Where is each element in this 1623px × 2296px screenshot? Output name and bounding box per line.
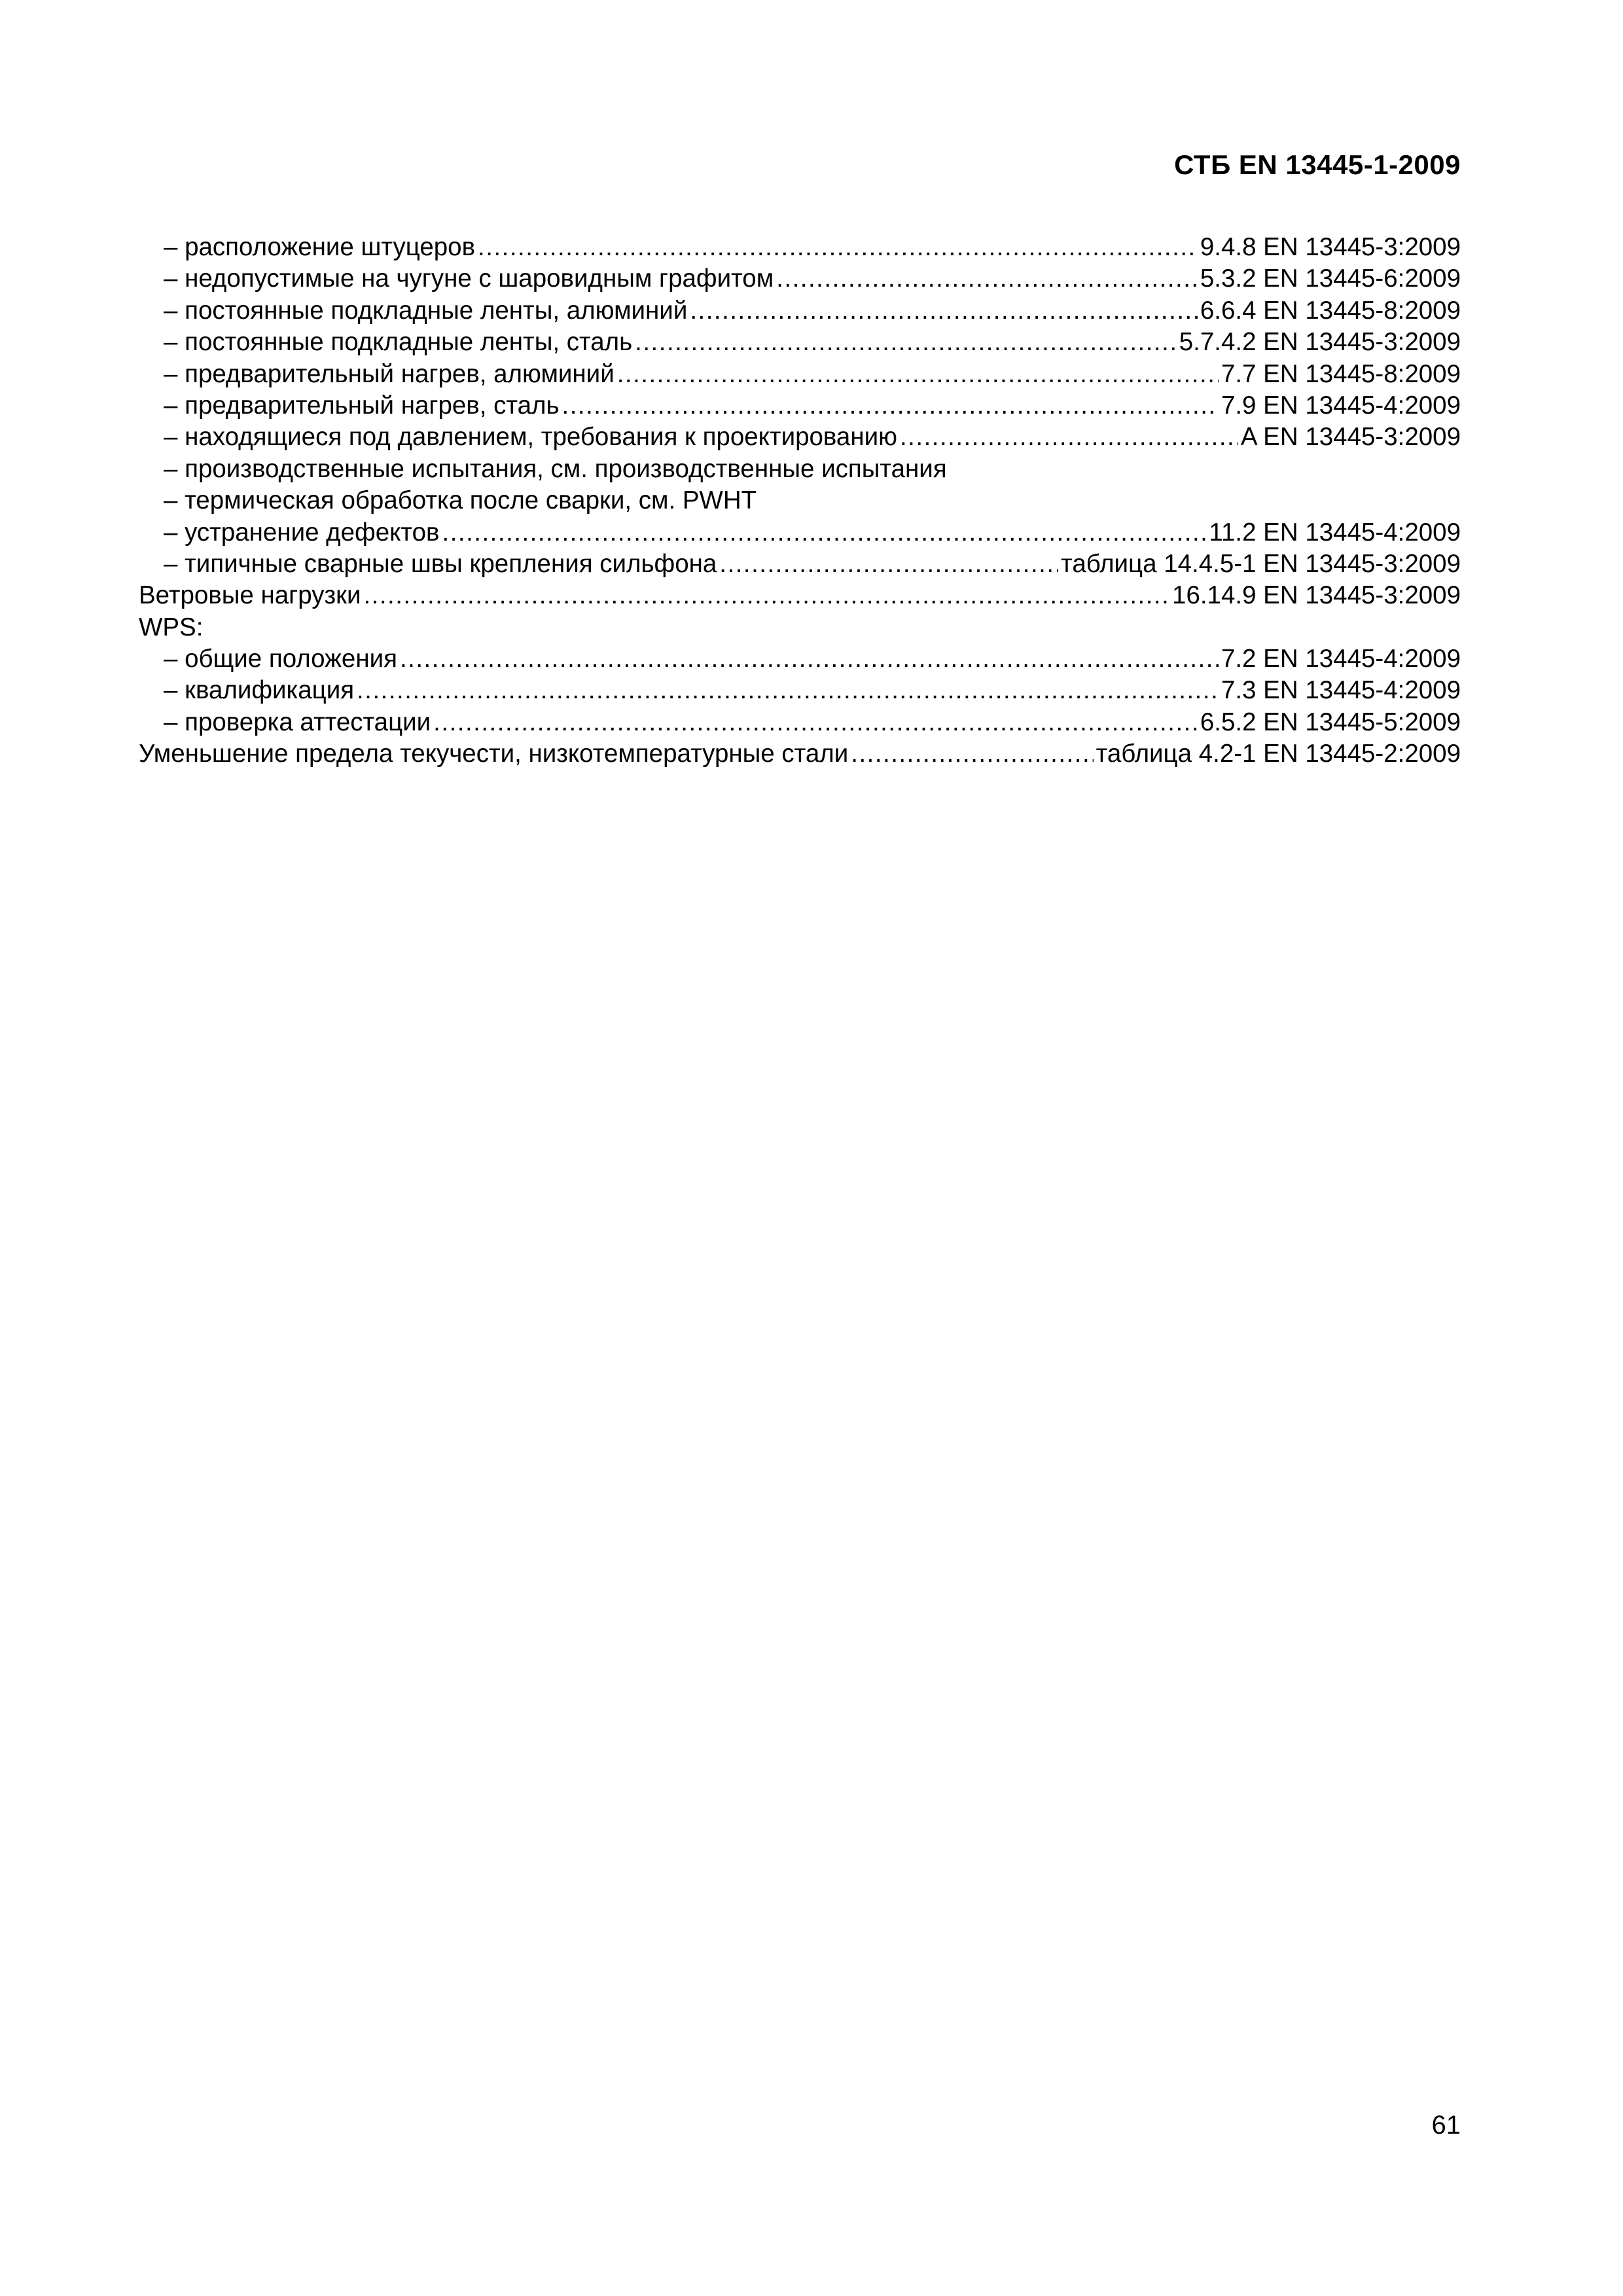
index-entry — [139, 738, 1461, 770]
index-term: – устранение дефектов — [164, 518, 440, 547]
index-term: – расположение штуцеров — [164, 233, 476, 261]
index-reference: 6.5.2 EN 13445-5:2009 — [1200, 708, 1461, 736]
dot-leader — [635, 327, 1177, 358]
index-entry — [139, 359, 1461, 390]
index-entry — [139, 232, 1461, 263]
index-term: – постоянные подкладные ленты, сталь — [164, 328, 633, 357]
index-term: WPS: — [139, 613, 204, 641]
index-entry — [139, 675, 1461, 706]
dot-leader — [363, 580, 1169, 611]
index-term: – предварительный нагрев, алюминий — [164, 359, 615, 388]
index-entry — [139, 263, 1461, 295]
document-header: СТБ EN 13445-1-2009 — [1174, 149, 1461, 180]
index-reference: 9.4.8 EN 13445-3:2009 — [1200, 233, 1461, 261]
index-entry — [139, 707, 1461, 738]
index-term: – постоянные подкладные ленты, алюминий — [164, 296, 688, 325]
index-reference: таблица 14.4.5-1 EN 13445-3:2009 — [1061, 549, 1461, 578]
index-reference: 7.9 EN 13445-4:2009 — [1221, 391, 1461, 420]
index-reference: 7.7 EN 13445-8:2009 — [1221, 359, 1461, 388]
page-number: 61 — [1431, 2111, 1461, 2140]
index-reference: 7.2 EN 13445-4:2009 — [1221, 645, 1461, 673]
index-term: – термическая обработка после сварки, см. PWHT — [164, 486, 757, 515]
index-entry — [139, 643, 1461, 675]
dot-leader — [562, 390, 1219, 422]
index-entry — [139, 612, 1461, 643]
index-term: – общие положения — [164, 645, 397, 673]
dot-leader — [719, 548, 1058, 580]
index-term: Уменьшение предела текучести, низкотемпературные стали — [139, 740, 849, 768]
index-term: – типичные сварные швы крепления сильфона — [164, 549, 717, 578]
index-term: – предварительный нагрев, сталь — [164, 391, 560, 420]
index-entry — [139, 485, 1461, 516]
index-reference: 6.6.4 EN 13445-8:2009 — [1200, 296, 1461, 325]
index-entry — [139, 295, 1461, 327]
dot-leader — [478, 232, 1198, 263]
dot-leader — [690, 295, 1198, 327]
index-reference: 5.7.4.2 EN 13445-3:2009 — [1179, 328, 1461, 357]
index-reference: 7.3 EN 13445-4:2009 — [1221, 676, 1461, 705]
index-entry — [139, 580, 1461, 611]
index-reference: 11.2 EN 13445-4:2009 — [1209, 518, 1461, 547]
index-reference: 5.3.2 EN 13445-6:2009 — [1200, 264, 1461, 293]
index-term: – проверка аттестации — [164, 708, 431, 736]
dot-leader — [442, 517, 1207, 548]
dot-leader — [900, 422, 1238, 453]
index-reference: A EN 13445-3:2009 — [1240, 423, 1461, 452]
index-reference: таблица 4.2-1 EN 13445-2:2009 — [1096, 740, 1461, 768]
index-entry — [139, 454, 1461, 485]
index-term: Ветровые нагрузки — [139, 581, 361, 610]
index-entry — [139, 548, 1461, 580]
dot-leader — [851, 738, 1093, 770]
index-term: – квалификация — [164, 676, 355, 705]
index-entry — [139, 390, 1461, 422]
index-term: – производственные испытания, см. производственные испытания — [164, 454, 947, 483]
dot-leader — [776, 263, 1198, 295]
dot-leader — [617, 359, 1219, 390]
index-term: – находящиеся под давлением, требования к проектированию — [164, 423, 897, 452]
dot-leader — [357, 675, 1219, 706]
index-entry — [139, 517, 1461, 548]
index-term: – недопустимые на чугуне с шаровидным графитом — [164, 264, 774, 293]
dot-leader — [400, 643, 1219, 675]
index-entry — [139, 327, 1461, 358]
index-reference: 16.14.9 EN 13445-3:2009 — [1172, 581, 1461, 610]
subject-index — [139, 232, 1461, 770]
index-entry — [139, 422, 1461, 453]
dot-leader — [433, 707, 1198, 738]
